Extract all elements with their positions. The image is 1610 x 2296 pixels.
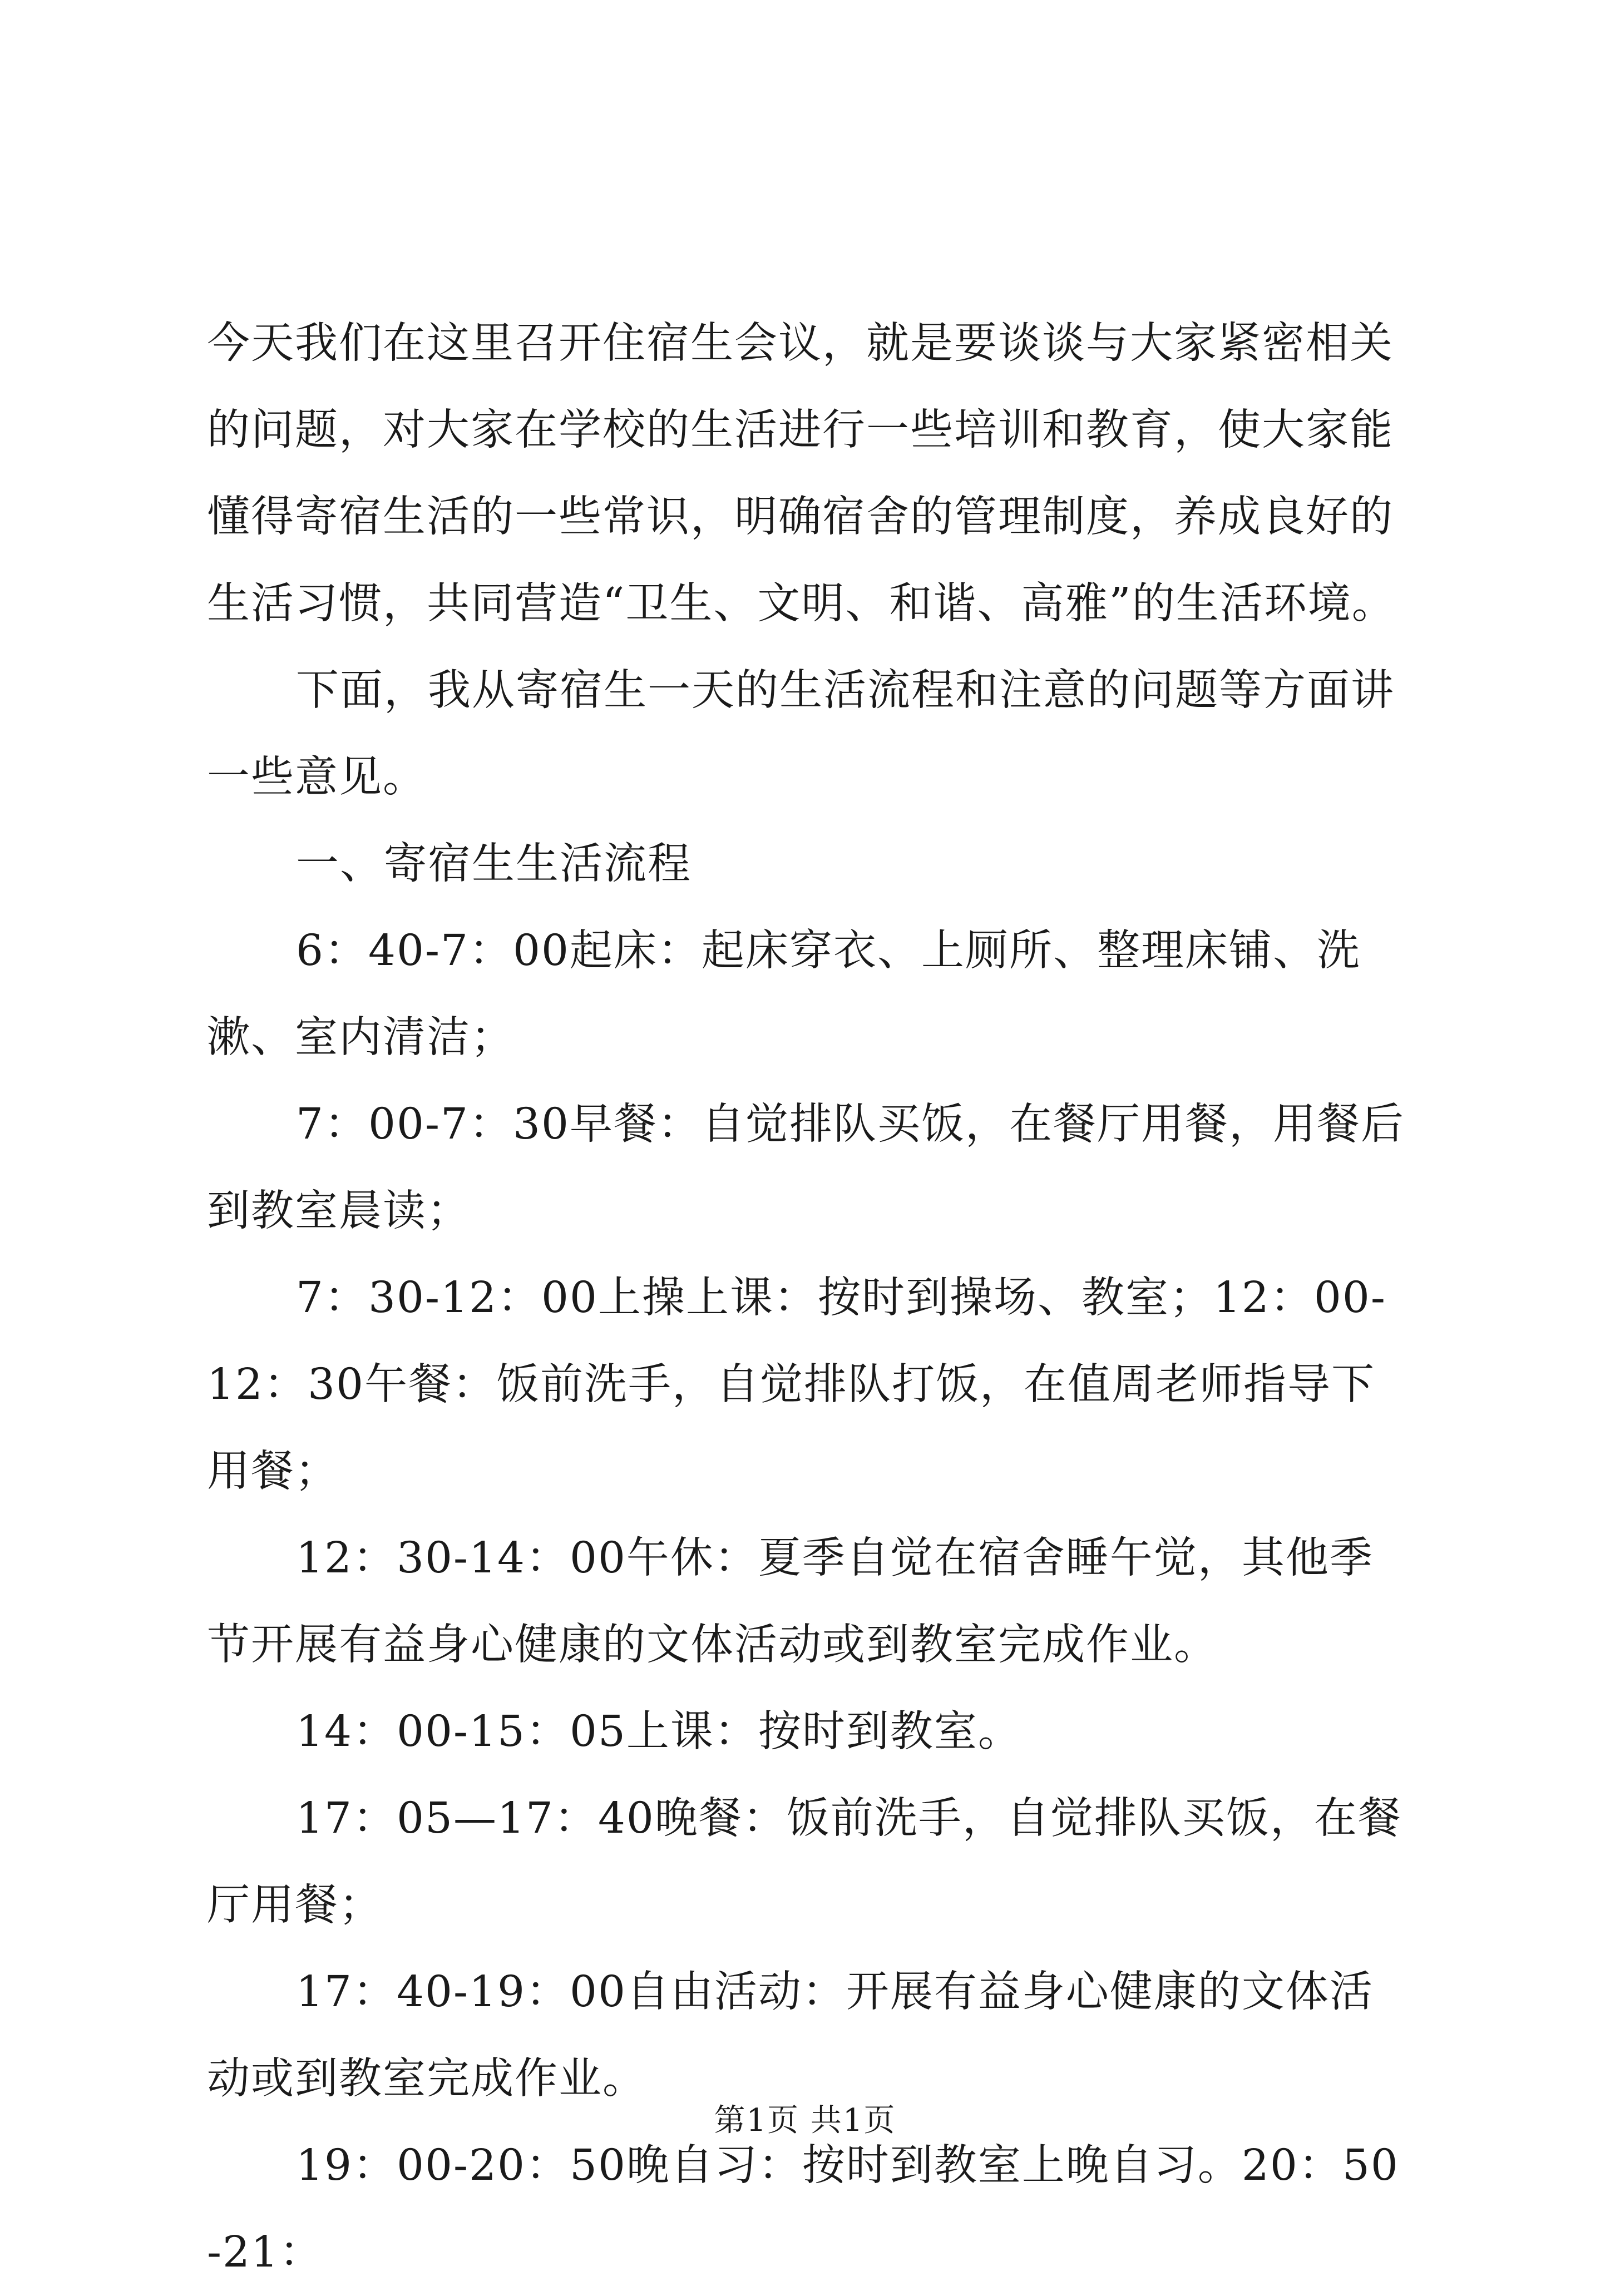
section-heading: 一、寄宿生生活流程 <box>296 839 692 889</box>
page-footer: 第1页 共1页 <box>714 2102 896 2139</box>
schedule-item-breakfast: 7：00-7：30早餐：自觉排队买饭，在餐厅用餐，用餐后到教室晨读； <box>207 1100 1405 1236</box>
schedule-item-morning-classes: 7：30-12：00上操上课：按时到操场、教室；12：00-12：30午餐：饭前洗手，自觉排队打饭，在值周老师指导下用餐； <box>207 1273 1386 1496</box>
schedule-item-free-time: 17：40-19：00自由活动：开展有益身心健康的文体活动或到教室完成作业。 <box>207 1967 1374 2104</box>
paragraph-opening: 今天我们在这里召开住宿生会议，就是要谈谈与大家紧密相关的问题，对大家在学校的生活进行一些培训和教育，使大家能懂得寄宿生活的一些常识，明确宿舍的管理制度，养成良好的生活习惯，共同营造“卫生、文明、和谐、高雅”的生活环境。 <box>207 319 1396 629</box>
document-body <box>207 300 1414 2296</box>
schedule-item-noon-rest: 12：30-14：00午休：夏季自觉在宿舍睡午觉，其他季节开展有益身心健康的文体活动或到教室完成作业。 <box>207 1533 1374 1670</box>
paragraph-intro: 下面，我从寄宿生一天的生活流程和注意的问题等方面讲一些意见。 <box>207 666 1395 802</box>
schedule-item-evening-study: 19：00-20：50晚自习：按时到教室上晚自习。20：50-21： <box>207 2141 1399 2277</box>
schedule-item-dinner: 17：05—17：40晚餐：饭前洗手，自觉排队买饭，在餐厅用餐； <box>207 1794 1402 1930</box>
schedule-item-afternoon-class: 14：00-15：05上课：按时到教室。 <box>296 1707 1022 1756</box>
schedule-item-wakeup: 6：40-7：00起床：起床穿衣、上厕所、整理床铺、洗漱、室内清洁； <box>207 926 1361 1062</box>
